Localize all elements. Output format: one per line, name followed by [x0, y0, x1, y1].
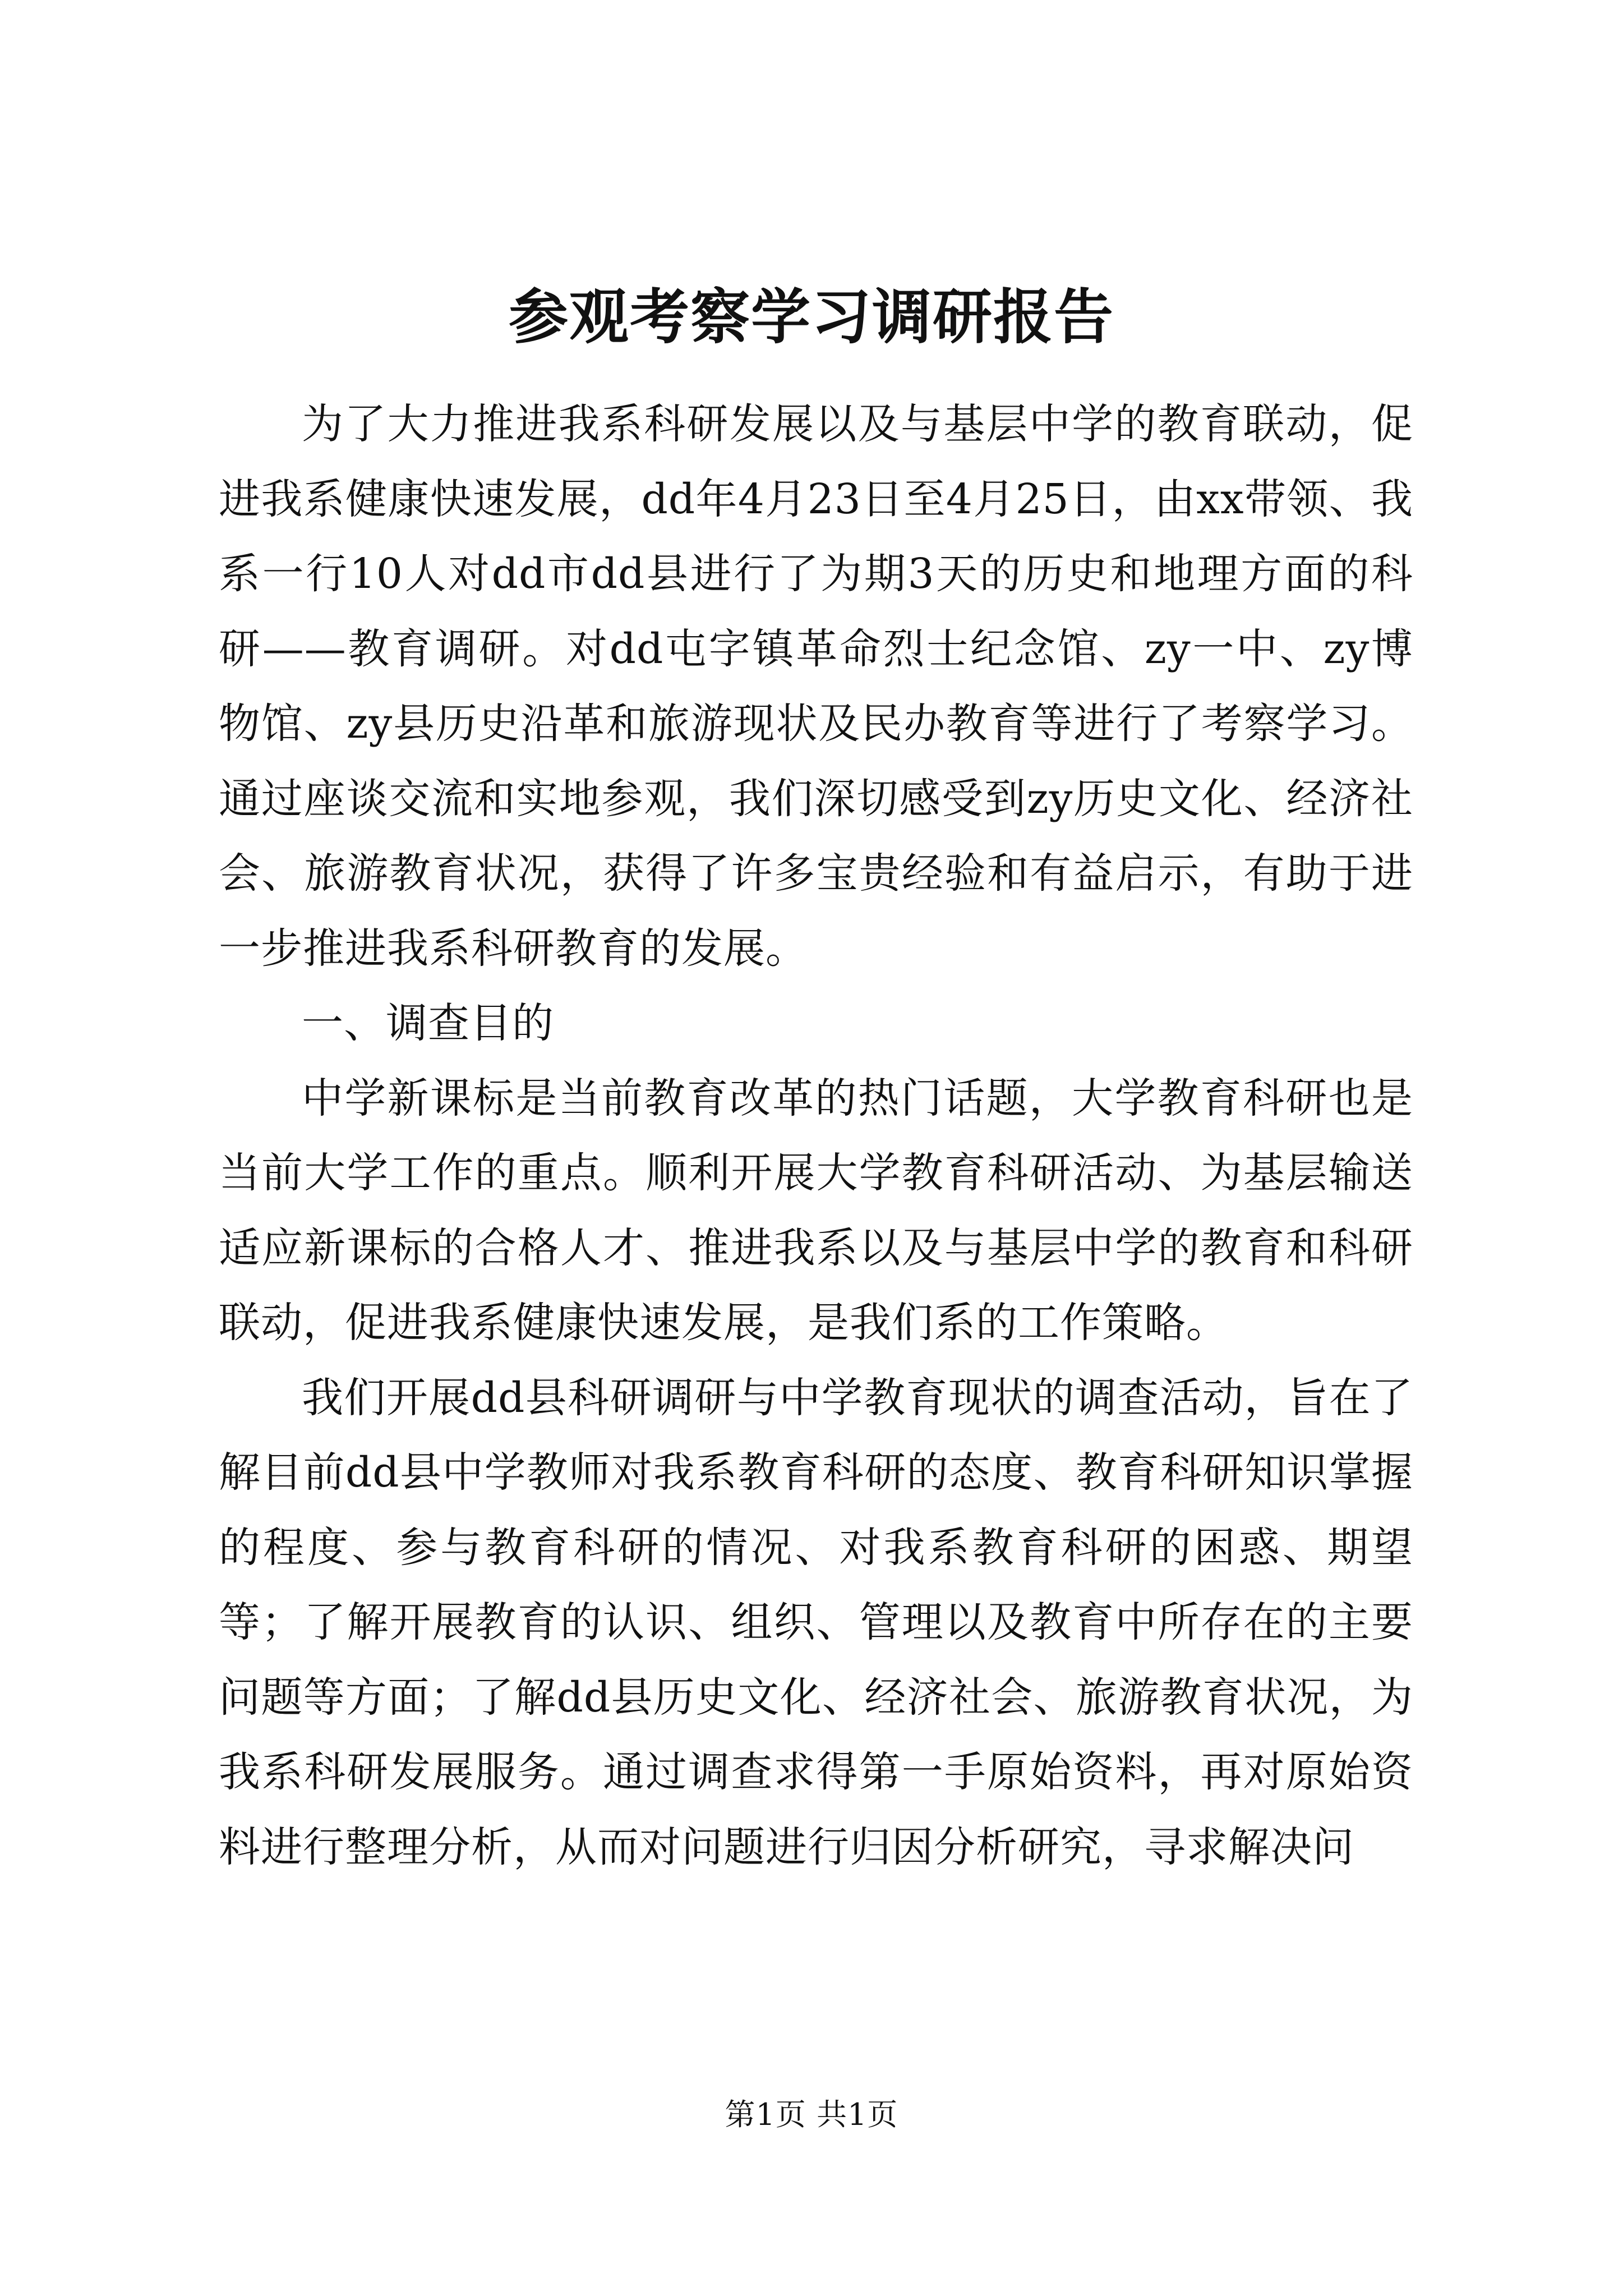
page-footer: 第1页 共1页 — [725, 2097, 898, 2132]
paragraph-intro: 为了大力推进我系科研发展以及与基层中学的教育联动，促进我系健康快速发展，dd年4月23日至4月25日，由xx带领、我系一行10人对dd市dd县进行了为期3天的历史和地理方面的科研——教育调研。对dd屯字镇革命烈士纪念馆、zy一中、zy博物馆、zy县历史沿革和旅游现状及民办教育等进行了考察学习。通过座谈交流和实地参观，我们深切感受到zy历史文化、经济社会、旅游教育状况，获得了许多宝贵经验和有益启示，有助于进一步推进我系科研教育的发展。 — [219, 400, 1413, 973]
section-heading-purpose: 一、调查目的 — [302, 999, 554, 1047]
document-body — [219, 387, 1413, 1885]
document-title: 参观考察学习调研报告 — [509, 282, 1114, 352]
paragraph-purpose-1: 中学新课标是当前教育改革的热门话题，大学教育科研也是当前大学工作的重点。顺利开展大学教育科研活动、为基层输送适应新课标的合格人才、推进我系以及与基层中学的教育和科研联动，促进我系健康快速发展，是我们系的工作策略。 — [219, 1074, 1413, 1347]
paragraph-purpose-2: 我们开展dd县科研调研与中学教育现状的调查活动，旨在了解目前dd县中学教师对我系教育科研的态度、教育科研知识掌握的程度、参与教育科研的情况、对我系教育科研的困惑、期望等；了解开展教育的认识、组织、管理以及教育中所存在的主要问题等方面；了解dd县历史文化、经济社会、旅游教育状况，为我系科研发展服务。通过调查求得第一手原始资料，再对原始资料进行整理分析，从而对问题进行归因分析研究，寻求解决问 — [219, 1373, 1413, 1871]
